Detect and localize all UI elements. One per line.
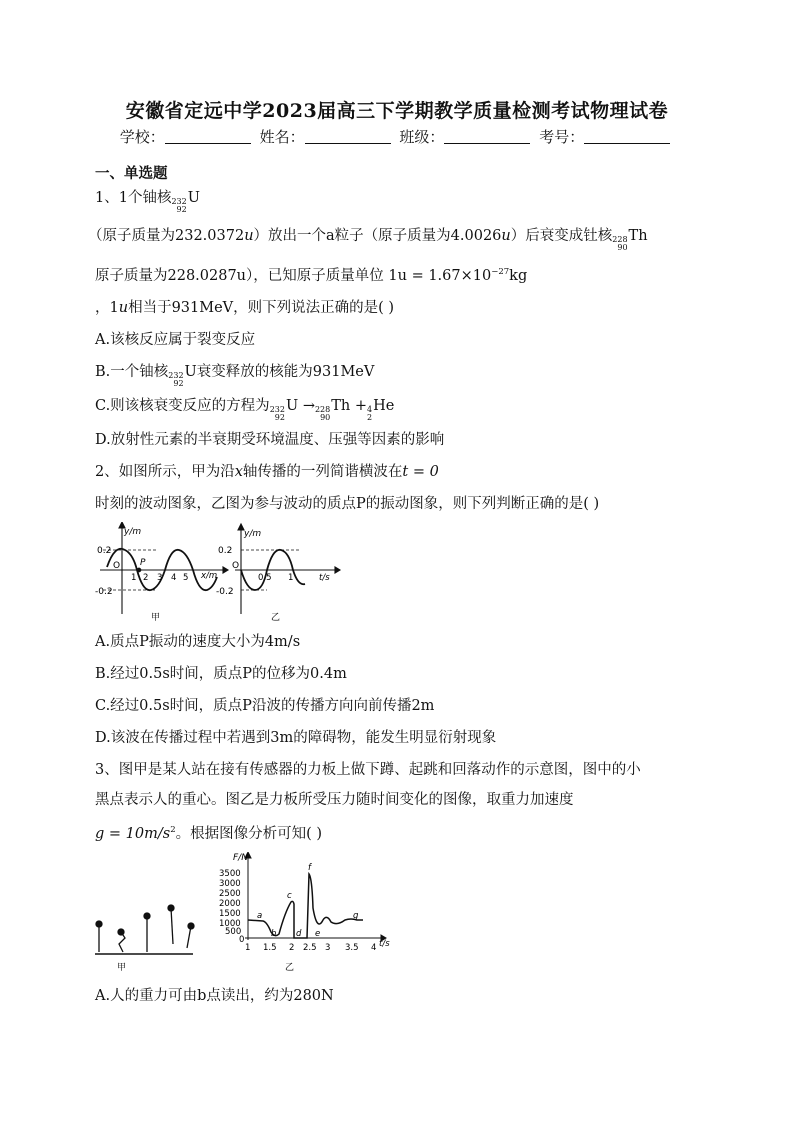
squat-schematic-jia — [95, 905, 194, 954]
force-curve — [248, 874, 363, 938]
q2-stem-line1: 2、如图所示，甲为沿x轴传播的一列简谐横波在t = 0 — [95, 464, 439, 480]
jia-origin: O — [113, 561, 121, 571]
school-blank[interactable] — [165, 129, 251, 144]
yi-tick-0-5: 0.5 — [258, 573, 272, 583]
q2-stem-line2: 时刻的波动图象，乙图为参与波动的质点P的振动图象，则下列判断正确的是( ) — [95, 496, 600, 512]
q2-option-b[interactable]: B.经过0.5s时间，质点P的位移为0.4m — [95, 666, 347, 682]
point-a: a — [257, 911, 263, 921]
exam-number-label: 考号： — [539, 128, 585, 146]
u-nuclide-notation: 232 92 — [171, 197, 187, 214]
q1-option-a[interactable]: A.该核反应属于裂变反应 — [95, 332, 256, 348]
point-e: e — [315, 929, 321, 939]
svg-text:3: 3 — [325, 943, 331, 953]
jia-tick-4: 4 — [171, 573, 177, 583]
point-d: d — [296, 929, 302, 939]
jia-tick-5: 5 — [183, 573, 189, 583]
svg-text:0: 0 — [239, 935, 245, 945]
q1-stem-line3: 原子质量为228.0287u），已知原子质量单位 $1u = 1.67\times 10^{-27}kg$ — [95, 267, 528, 284]
q3-option-a[interactable]: A.人的重力可由b点读出，约为280N — [95, 988, 334, 1004]
name-label: 姓名： — [259, 128, 305, 146]
jia-top-label: 0.2 — [97, 546, 112, 556]
exam-title: 安徽省定远中学2023届高三下学期教学质量检测考试物理试卷 — [125, 100, 669, 122]
yi-xlabel: t/s — [319, 573, 330, 583]
q3-figure — [95, 852, 405, 978]
svg-text:3500: 3500 — [219, 869, 241, 879]
q1-option-c[interactable]: C.则该核衰变反应的方程为 232 92 U → 228 90 Th + 4 2 He — [95, 398, 395, 422]
svg-text:2500: 2500 — [219, 889, 241, 899]
school-label: 学校： — [119, 128, 165, 146]
yi-ylabel: y/m — [244, 529, 262, 539]
q1-stem-line2: （原子质量为232.0372u）放出一个a粒子（原子质量为4.0026u）后衰变成钍核 228 90 Th — [88, 228, 648, 252]
svg-text:1000: 1000 — [219, 919, 241, 929]
svg-text:500: 500 — [225, 927, 242, 937]
svg-text:1500: 1500 — [219, 909, 241, 919]
q1-option-d[interactable]: D.放射性元素的半衰期受环境温度、压强等因素的影响 — [95, 432, 445, 448]
yi-tick-1: 1 — [288, 573, 294, 583]
yi-origin: O — [232, 561, 240, 571]
force-graph-yi — [245, 852, 386, 941]
point-f: f — [308, 863, 311, 873]
q3-yi-caption: 乙 — [285, 963, 295, 973]
f-ylabel: F/N — [233, 853, 248, 863]
jia-tick-3: 3 — [157, 573, 163, 583]
q2-option-d[interactable]: D.该波在传播过程中若遇到3m的障碍物，能发生明显衍射现象 — [95, 730, 497, 746]
q2-option-a[interactable]: A.质点P振动的速度大小为4m/s — [95, 634, 301, 650]
svg-text:4: 4 — [371, 943, 377, 953]
class-label: 班级： — [399, 128, 445, 146]
svg-text:1.5: 1.5 — [263, 943, 277, 953]
jia-point-p: P — [140, 558, 146, 568]
name-blank[interactable] — [305, 129, 391, 144]
q3-stem-line3: $g = 10m/s^2$。根据图像分析可知( ) — [95, 825, 323, 842]
svg-text:2000: 2000 — [219, 899, 241, 909]
section-heading: 一、单选题 — [95, 165, 168, 182]
jia-tick-1: 1 — [131, 573, 137, 583]
point-g: g — [353, 911, 359, 921]
exam-number-blank[interactable] — [584, 129, 670, 144]
q1-stem-line1: 1、1个铀核 232 92 U — [95, 190, 200, 214]
svg-text:3000: 3000 — [219, 879, 241, 889]
jia-ylabel: y/m — [124, 527, 142, 537]
yi-top-label: 0.2 — [218, 546, 233, 556]
q2-option-c[interactable]: C.经过0.5s时间，质点P沿波的传播方向向前传播2m — [95, 698, 435, 714]
student-info-line — [0, 126, 794, 147]
svg-text:t/s: t/s — [379, 939, 390, 949]
q1-option-b[interactable]: B.一个铀核 232 92 U衰变释放的核能为931MeV — [95, 364, 375, 388]
yi-caption: 乙 — [271, 613, 281, 623]
q2-figure — [95, 522, 345, 624]
q1-stem-line4: ，1u相当于931MeV，则下列说法正确的是( ) — [95, 300, 395, 316]
jia-bottom-label: -0.2 — [95, 587, 113, 597]
class-blank[interactable] — [444, 129, 530, 144]
th-nuclide-notation: 228 90 — [612, 235, 628, 252]
svg-text:3.5: 3.5 — [345, 943, 359, 953]
q3-stem-line1: 3、图甲是某人站在接有传感器的力板上做下蹲、起跳和回落动作的示意图，图中的小 — [95, 762, 641, 778]
svg-text:2.5: 2.5 — [303, 943, 317, 953]
jia-xlabel: x/m — [201, 571, 218, 581]
jia-tick-2: 2 — [143, 573, 149, 583]
jia-caption: 甲 — [151, 613, 161, 623]
svg-text:2: 2 — [289, 943, 295, 953]
svg-text:1: 1 — [245, 943, 251, 953]
q3-stem-line2: 黑点表示人的重心。图乙是力板所受压力随时间变化的图像，取重力加速度 — [95, 792, 574, 808]
yi-bottom-label: -0.2 — [216, 587, 234, 597]
point-b: b — [271, 929, 277, 939]
q3-jia-caption: 甲 — [117, 963, 127, 973]
point-c: c — [287, 891, 292, 901]
